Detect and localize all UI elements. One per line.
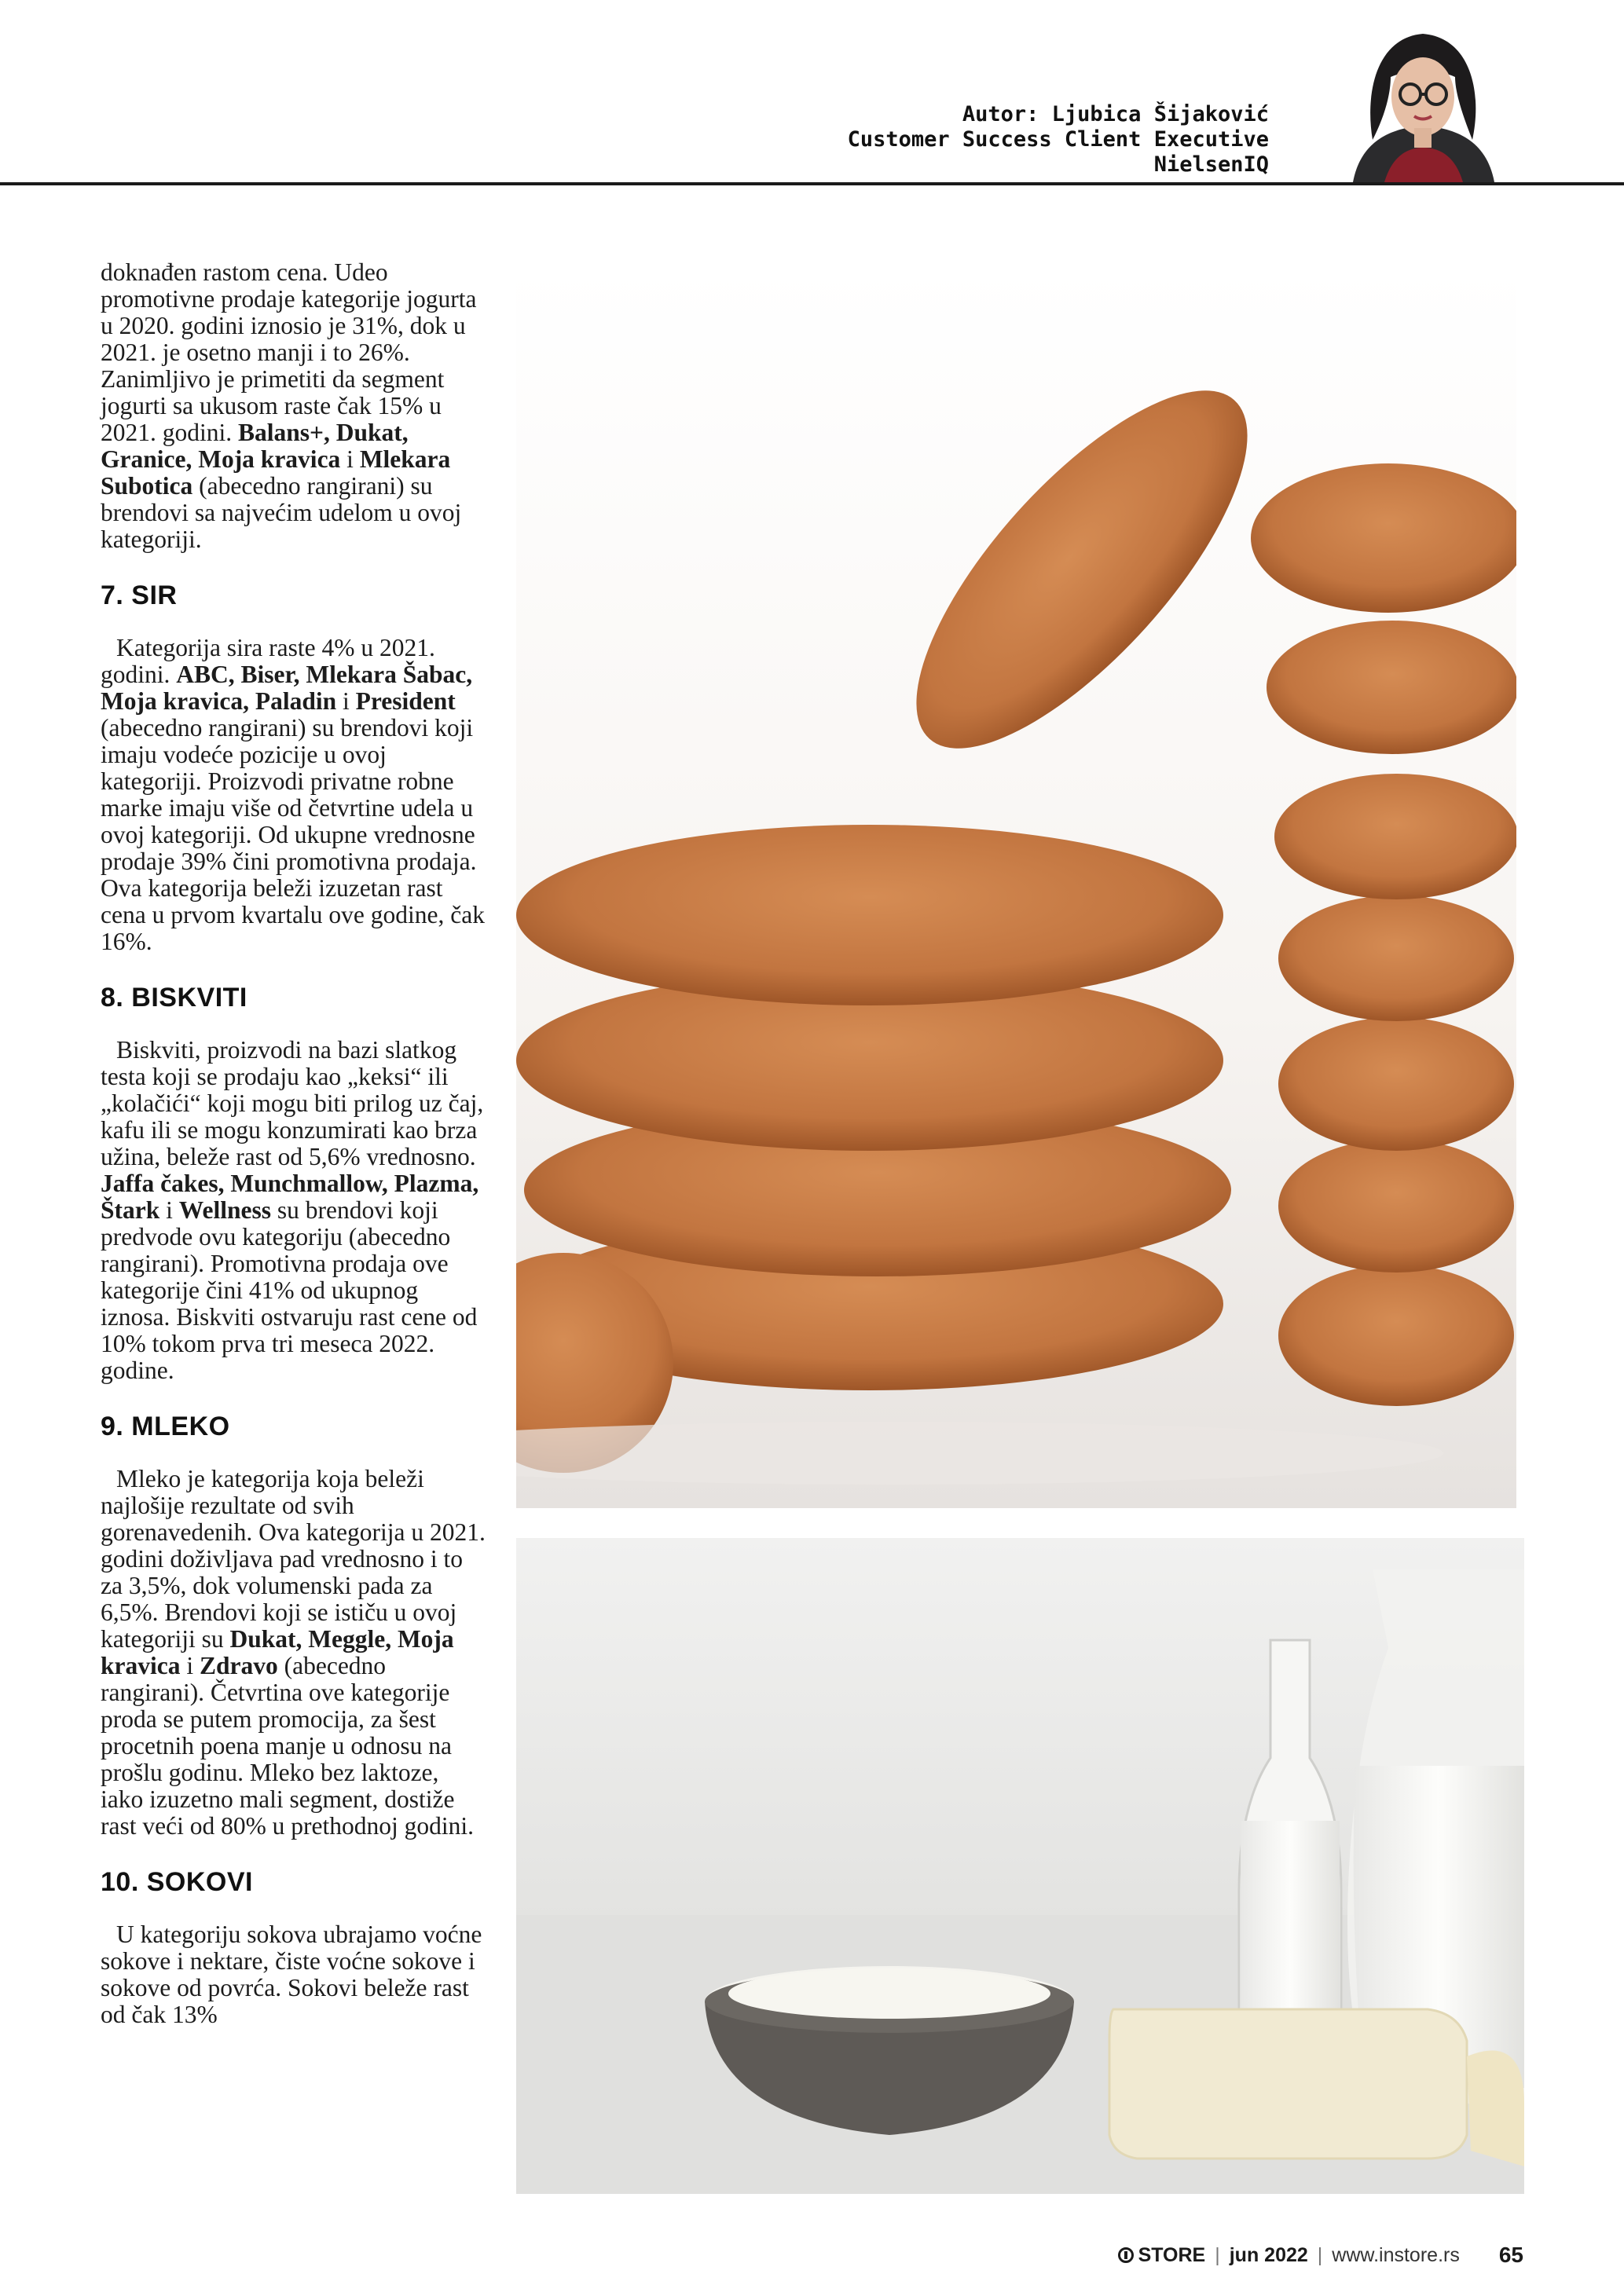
author-role: Customer Success Client Executive [847, 127, 1269, 152]
section-heading-biskviti: 8. BISKVITI [101, 983, 247, 1013]
footer-brand: STORE [1118, 2244, 1206, 2267]
section-paragraph-sir: Kategorija sira raste 4% u 2021. godini. ABC, Biser, Mlekara Šabac, Moja kravica, Paladin i President (abecedno rangirani) su brendovi koji imaju vodeće pozicije u ovoj kategoriji. Proizvodi privatne robne marke imaju više od četvrtine udela u ovoj kategoriji. Od ukupne vrednosne prodaje 39% čini promotivna prodaja. Ova kategorija beleži izuzetan rast cena u prvom kvartalu ove godine, čak 16%. [101, 634, 485, 955]
footer-separator: | [1215, 2243, 1220, 2266]
author-credit [848, 102, 1269, 178]
author-company: NielsenIQ [1153, 152, 1269, 177]
dairy-photo [516, 1538, 1524, 2194]
author-photo [1337, 22, 1509, 182]
cookies-photo [516, 267, 1516, 1508]
author-name: Autor: Ljubica Šijaković [962, 102, 1269, 126]
section-heading-sokovi: 10. SOKOVI [101, 1867, 253, 1897]
article-column [101, 259, 486, 2028]
section-paragraph-sokovi: U kategoriju sokova ubrajamo voćne sokove i nektare, čiste voćne sokove i sokove od povrća. Sokovi beleže rast od čak 13% [101, 1921, 482, 2028]
footer-issue: jun 2022 [1229, 2243, 1308, 2266]
intro-paragraph: doknađen rastom cena. Udeo promotivne prodaje kategorije jogurta u 2020. godini iznosio je 31%, dok u 2021. je osetno manji i to 26%. Zanimljivo je primetiti da segment jogurti sa ukusom raste čak 15% u 2021. godini. Balans+, Dukat, Granice, Moja kravica i Mlekara Subotica (abecedno rangirani) su brendovi sa najvećim udelom u ovoj kategoriji. [101, 258, 477, 553]
footer-separator: | [1317, 2243, 1323, 2266]
section-paragraph-biskviti: Biskviti, proizvodi na bazi slatkog testa koji se prodaju kao „keksi“ ili „kolačići“ koji mogu biti prilog uz čaj, kafu ili se mogu konzumirati kao brza užina, beleže rast od 5,6% vrednosno. Jaffa čakes, Munchmallow, Plazma, Štark i Wellness su brendovi koji predvode ovu kategoriju (abecedno rangirani). Promotivna prodaja ove kategorije čini 41% od ukupnog iznosa. Biskviti ostvaruju rast cene od 10% tokom prva tri meseca 2022. godine. [101, 1036, 484, 1384]
store-logo-icon [1118, 2247, 1134, 2263]
page-number: 65 [1498, 2243, 1523, 2267]
section-heading-mleko: 9. MLEKO [101, 1412, 230, 1441]
footer-website-link[interactable]: www.instore.rs [1332, 2243, 1460, 2266]
section-heading-sir: 7. SIR [101, 580, 178, 610]
page-footer [1118, 2243, 1523, 2268]
section-paragraph-mleko: Mleko je kategorija koja beleži najlošije rezultate od svih gorenavedenih. Ova kategorija u 2021. godini doživljava pad vrednosno i to za 3,5%, dok volumenski pada za 6,5%. Brendovi koji se ističu u ovoj kategoriji su Dukat, Meggle, Moja kravica i Zdravo (abecedno rangirani). Četvrtina ove kategorije proda se putem promocija, za šest procetnih poena manje u odnosu na prošlu godinu. Mleko bez laktoze, iako izuzetno mali segment, dostiže rast veći od 80% u prethodnoj godini. [101, 1465, 486, 1840]
header-rule [0, 182, 1624, 185]
